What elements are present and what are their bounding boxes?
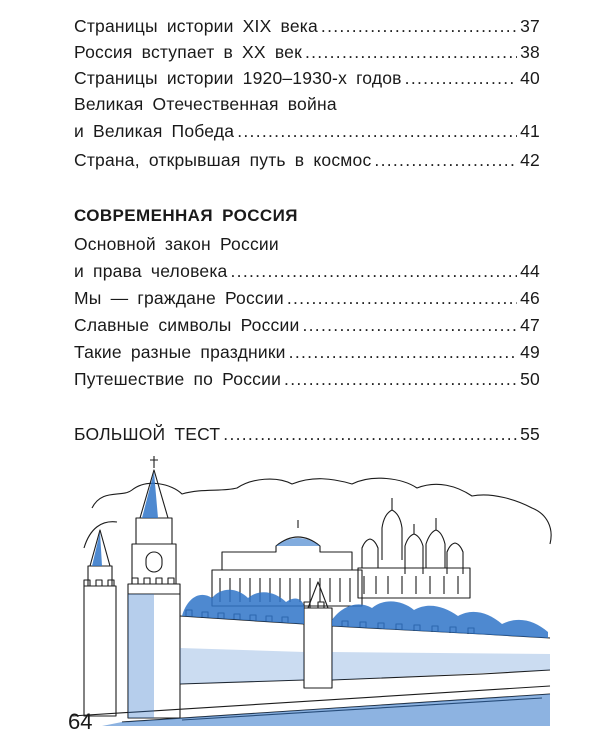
toc-entry-title: и Великая Победа <box>74 121 235 141</box>
toc-dot-leader <box>287 285 517 311</box>
toc-entry-title: Славные символы России <box>74 315 300 335</box>
toc-page-number: 46 <box>520 288 540 308</box>
toc-dot-leader <box>305 39 517 65</box>
toc-dot-leader <box>237 118 517 144</box>
toc-entry[interactable] <box>74 421 540 447</box>
toc-entry-title: Страна, открывшая путь в космос <box>74 150 372 170</box>
tree-line <box>182 590 304 624</box>
toc-entry[interactable] <box>74 147 540 173</box>
toc-entry-title: Такие разные праздники <box>74 342 286 362</box>
toc-entry-title: и права человека <box>74 261 228 281</box>
tower-roof-shade <box>142 472 158 518</box>
toc-page-number: 50 <box>520 369 540 389</box>
cathedral-domes <box>358 498 470 598</box>
side-tower-shade <box>92 532 102 566</box>
toc-page-number: 55 <box>520 424 540 444</box>
toc-entry-title: Страницы истории XIX века <box>74 16 318 36</box>
toc-dot-leader <box>405 65 517 91</box>
toc-entry-title: Россия вступает в XX век <box>74 42 302 62</box>
section-heading: СОВРЕМЕННАЯ РОССИЯ <box>74 206 298 225</box>
toc-entry[interactable] <box>74 39 540 65</box>
toc-dot-leader <box>289 339 517 365</box>
toc-entry[interactable] <box>74 339 540 365</box>
tree-line <box>332 601 548 638</box>
toc-dot-leader <box>284 366 517 392</box>
toc-entry[interactable] <box>74 285 540 311</box>
toc-page-number: 49 <box>520 342 540 362</box>
toc-entry-title: Страницы истории 1920–1930-х годов <box>74 68 402 88</box>
toc-entry-title: Путешествие по России <box>74 369 282 389</box>
wall-shade <box>180 648 304 684</box>
page-number: 64 <box>68 709 93 734</box>
toc-entry[interactable] <box>74 118 540 144</box>
toc-entry-title: БОЛЬШОЙ ТЕСТ <box>74 424 221 444</box>
toc-page-number: 44 <box>520 261 540 281</box>
toc-entry-title: Мы — граждане России <box>74 288 284 308</box>
palace-roof-shade <box>276 538 320 546</box>
toc-entry-title-line1: Великая Отечественная война <box>74 94 337 114</box>
toc-page-number: 41 <box>520 121 540 141</box>
kremlin-illustration <box>62 448 562 726</box>
toc-dot-leader <box>374 147 517 173</box>
toc-page-number: 42 <box>520 150 540 170</box>
toc-entry[interactable] <box>74 65 540 91</box>
wall-tower <box>304 582 332 688</box>
toc-dot-leader <box>321 13 517 39</box>
toc-dot-leader <box>231 258 518 284</box>
toc-dot-leader <box>302 312 517 338</box>
toc-dot-leader <box>223 421 517 447</box>
toc-page-number: 37 <box>520 16 540 36</box>
toc-entry[interactable] <box>74 13 540 39</box>
toc-entry[interactable] <box>74 312 540 338</box>
tower-shade <box>128 594 154 718</box>
toc-entry[interactable] <box>74 258 540 284</box>
toc-page-number: 47 <box>520 315 540 335</box>
toc-entry-title-line1: Основной закон России <box>74 234 279 254</box>
cloud-outline <box>92 478 551 544</box>
toc-page-number: 40 <box>520 68 540 88</box>
toc-page-number: 38 <box>520 42 540 62</box>
toc-entry[interactable] <box>74 366 540 392</box>
